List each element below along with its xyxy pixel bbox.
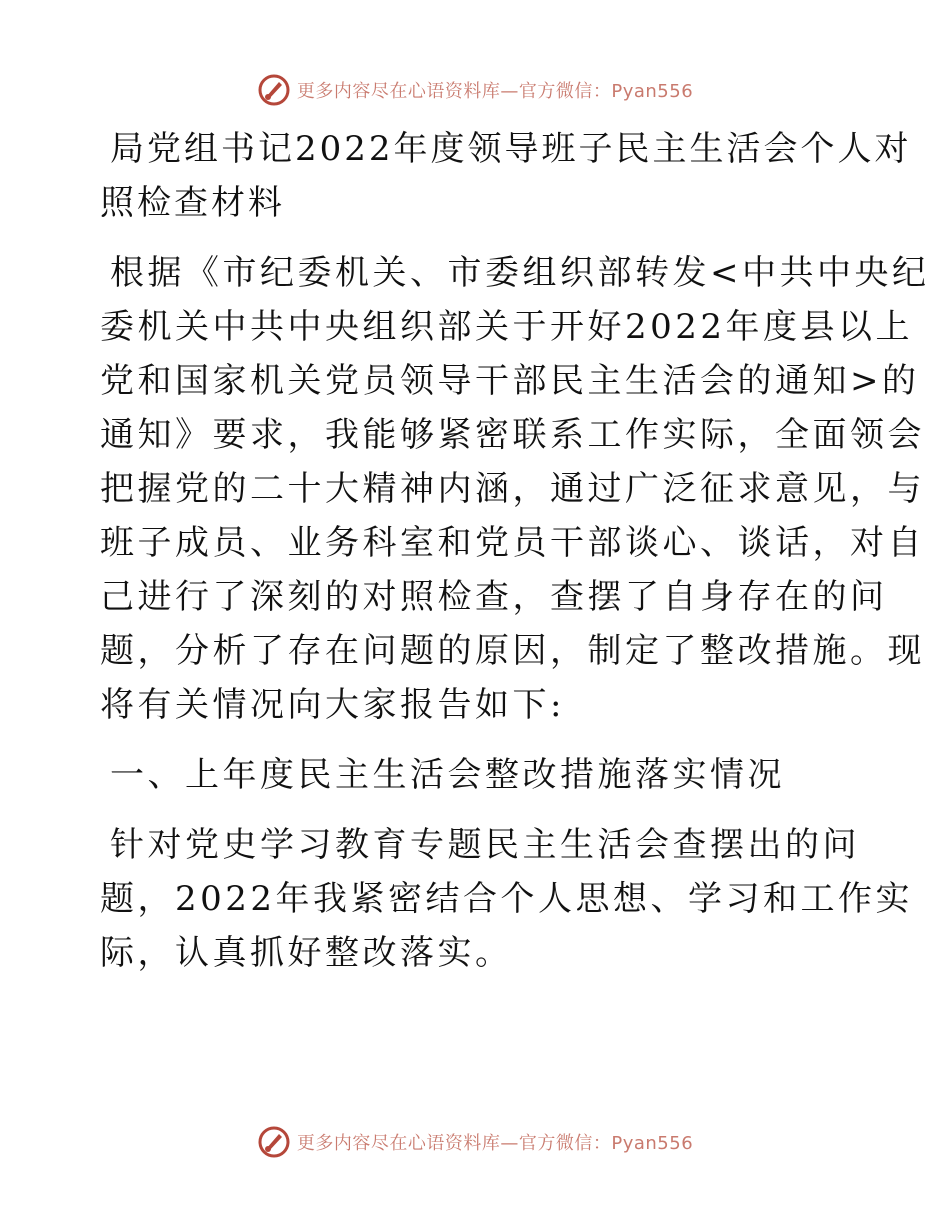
document-title (100, 122, 912, 230)
watermark-header (0, 70, 950, 110)
paragraph-line: 己进行了深刻的对照检查，查摆了自身存在的问 (100, 577, 888, 617)
paragraph-line: 党和国家机关党员领导干部民主生活会的通知>的 (100, 361, 920, 401)
intro-paragraph (100, 246, 930, 732)
paragraph-line: 题，分析了存在问题的原因，制定了整改措施。现 (100, 631, 925, 671)
paragraph-line: 际，认真抓好整改落实。 (100, 933, 513, 973)
section-heading: 一、上年度民主生活会整改措施落实情况 (110, 755, 785, 795)
watermark-footer (0, 1122, 950, 1162)
paragraph-line: 委机关中共中央组织部关于开好2022年度县以上 (100, 307, 914, 347)
paragraph-line: 通知》要求，我能够紧密联系工作实际，全面领会 (100, 415, 925, 455)
title-line: 局党组书记2022年度领导班子民主生活会个人对 (110, 129, 912, 169)
paragraph-line: 题，2022年我紧密结合个人思想、学习和工作实 (100, 879, 914, 919)
document-body (100, 122, 930, 996)
paragraph-line: 班子成员、业务科室和党员干部谈心、谈话，对自 (100, 523, 925, 563)
paragraph-line: 把握党的二十大精神内涵，通过广泛征求意见，与 (100, 469, 925, 509)
paragraph-line: 将有关情况向大家报告如下: (100, 685, 565, 725)
section-paragraph (100, 818, 914, 980)
brush-seal-logo-icon (257, 73, 291, 107)
title-line: 照检查材料 (100, 183, 285, 223)
paragraph-line: 针对党史学习教育专题民主生活会查摆出的问 (110, 825, 860, 865)
watermark-text: 更多内容尽在心语资料库—官方微信：Pyan556 (296, 1133, 694, 1154)
brush-seal-logo-icon (257, 1125, 291, 1159)
watermark-text: 更多内容尽在心语资料库—官方微信：Pyan556 (296, 81, 694, 102)
section-heading-block (100, 748, 860, 802)
paragraph-line: 根据《市纪委机关、市委组织部转发<中共中央纪 (110, 253, 930, 293)
